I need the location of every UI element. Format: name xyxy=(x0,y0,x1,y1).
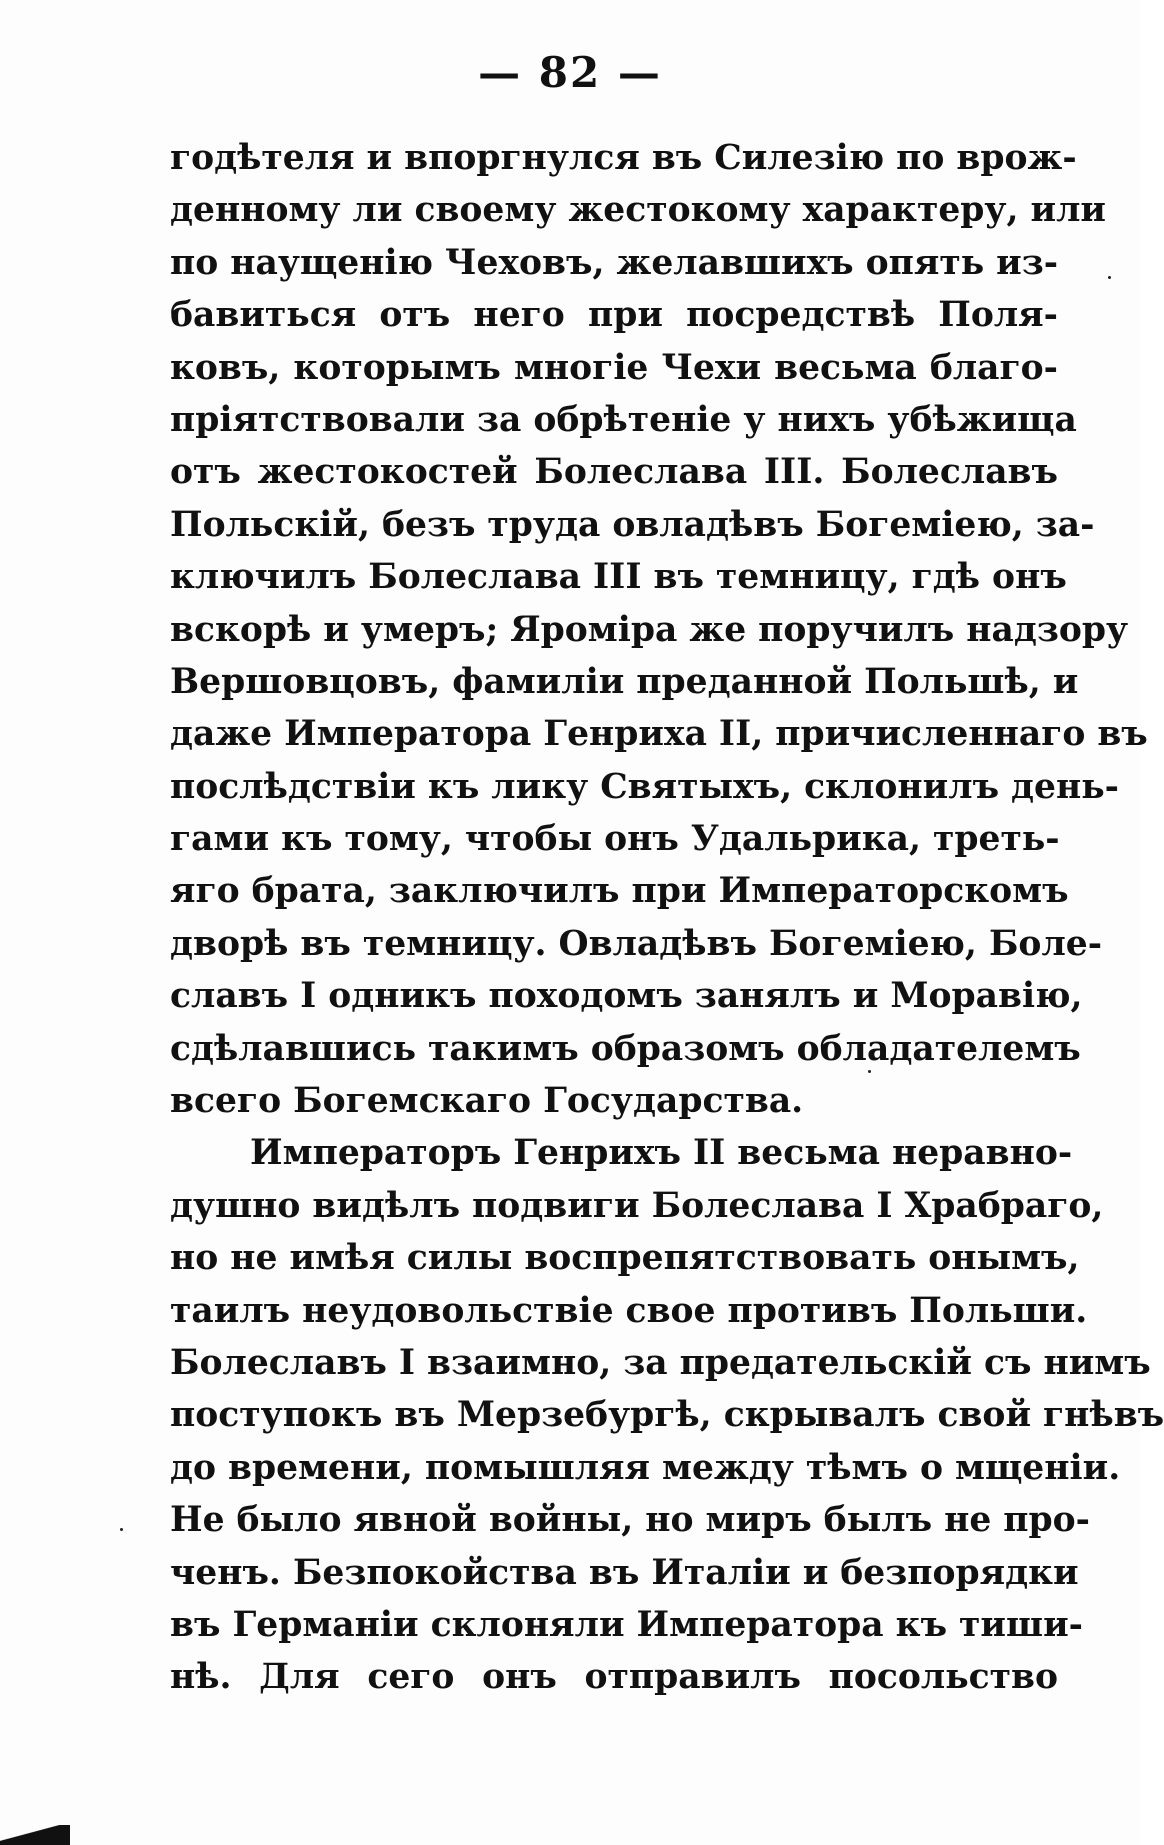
text-line: по наущенію Чеховъ, желавшихъ опять из- xyxy=(170,242,1059,283)
text-line: Польскій, безъ труда овладѣвъ Богеміею, за- xyxy=(170,504,1095,545)
scan-edge-mark xyxy=(0,1825,70,1845)
page-number: — 82 — xyxy=(478,48,662,97)
text-line: Болеславъ I взаимно, за предательскій съ нимъ xyxy=(170,1342,1151,1383)
text-line: даже Императора Генриха II, причисленнаго въ xyxy=(170,714,1148,755)
scan-speck xyxy=(120,1528,123,1531)
text-line: но не имѣя силы воспрепятствовать онымъ, xyxy=(170,1238,1080,1279)
text-line: послѣдствіи къ лику Святыхъ, склонилъ день- xyxy=(170,766,1119,807)
text-line: таилъ неудовольствіе свое противъ Польши. xyxy=(170,1290,1088,1331)
text-line: Не было явной войны, но миръ былъ не про- xyxy=(170,1500,1090,1541)
text-line: пріятствовали за обрѣтеніе у нихъ убѣжища xyxy=(170,399,1077,440)
text-line: ковъ, которымъ многіе Чехи весьма благо- xyxy=(170,347,1058,388)
text-line: въ Германіи склоняли Императора къ тиши- xyxy=(170,1604,1084,1645)
text-line: Вершовцовъ, фамиліи преданной Польшѣ, и xyxy=(170,661,1079,702)
text-line: вскорѣ и умеръ; Яроміра же поручилъ надзору xyxy=(170,609,1129,650)
text-line: поступокъ въ Мерзебургѣ, скрывалъ свой гнѣвъ xyxy=(170,1395,1164,1436)
text-line: славъ I одникъ походомъ занялъ и Моравію, xyxy=(170,976,1083,1017)
text-line: всего Богемскаго Государства. xyxy=(170,1081,804,1122)
text-line: годѣтеля и впоргнулся въ Силезію по врож- xyxy=(170,138,1077,178)
paragraph-2 xyxy=(170,1127,1164,1703)
text-line: душно видѣлъ подвиги Болеслава I Храбраго, xyxy=(170,1185,1104,1226)
scan-speck xyxy=(1108,276,1111,279)
text-line: отъ жестокостей Болеслава III. Болеславъ xyxy=(170,452,1058,493)
text-line: Императоръ Генрихъ II весьма неравно- xyxy=(250,1133,1073,1174)
text-line: до времени, помышляя между тѣмъ о мщеніи. xyxy=(170,1447,1121,1488)
text-line: сдѣлавшись такимъ образомъ обладателемъ xyxy=(170,1028,1081,1069)
text-line: яго брата, заключилъ при Императорскомъ xyxy=(170,871,1069,912)
text-line: дворѣ въ темницу. Овладѣвъ Богеміею, Боле- xyxy=(170,923,1103,964)
text-line: нѣ. Для сего онъ отправилъ посольство xyxy=(170,1657,1058,1698)
text-line: ключилъ Болеслава III въ темницу, гдѣ онъ xyxy=(170,557,1067,598)
body-text xyxy=(170,132,1164,1704)
text-line: ченъ. Безпокойства въ Италіи и безпорядки xyxy=(170,1552,1079,1593)
text-line: денному ли своему жестокому характеру, или xyxy=(170,190,1106,231)
text-line: бавиться отъ него при посредствѣ Поля- xyxy=(170,295,1058,336)
paragraph-1 xyxy=(170,132,1148,1127)
scan-speck xyxy=(868,1070,871,1073)
text-line: гами къ тому, чтобы онъ Удальрика, треть- xyxy=(170,819,1060,860)
